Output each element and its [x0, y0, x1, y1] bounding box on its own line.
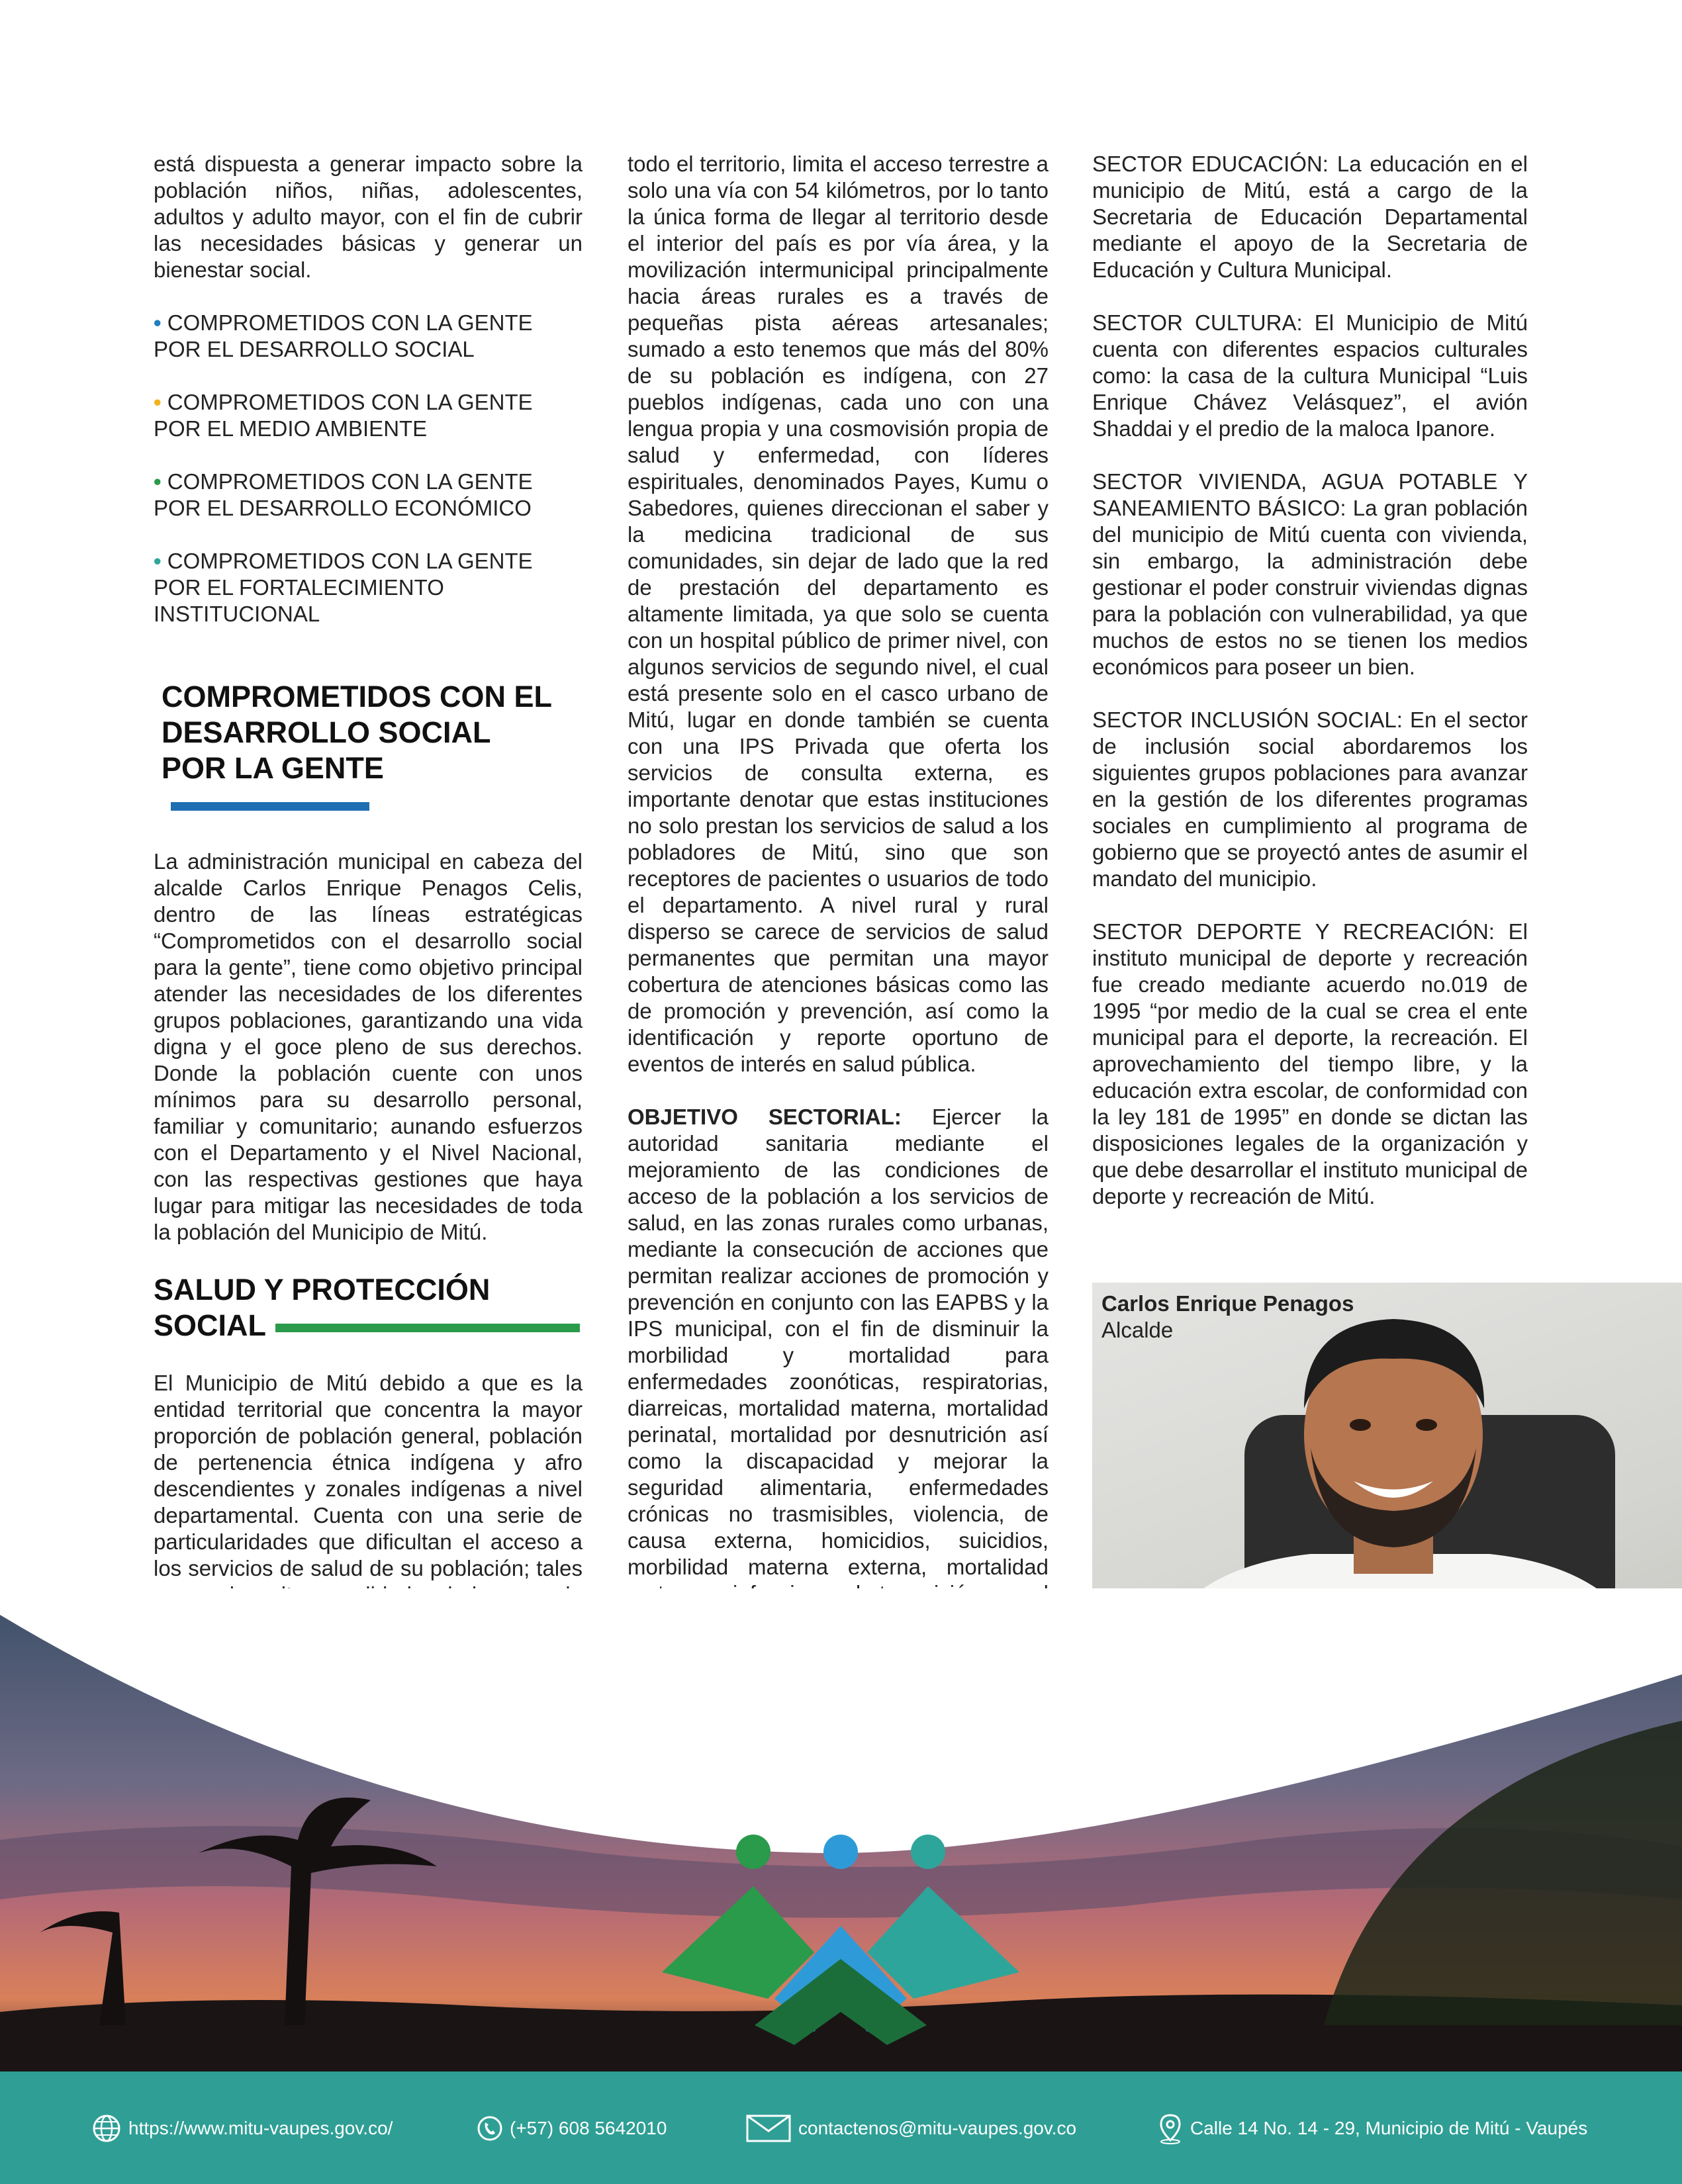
- column-1: [154, 151, 583, 1820]
- section-heading-desarrollo-social: [162, 679, 583, 822]
- footer-email-link[interactable]: contactenos@mitu-vaupes.gov.co: [798, 2118, 1077, 2138]
- footer-phone-text: (+57) 608 5642010: [510, 2118, 667, 2138]
- bullet-text: COMPROMETIDOS CON LA GENTE POR EL MEDIO AMBIENTE: [154, 390, 533, 441]
- caption-role: Alcalde: [1101, 1318, 1174, 1342]
- bullet-item: [154, 310, 583, 363]
- footer-address: [1157, 2113, 1587, 2144]
- heading-bar: [171, 802, 369, 811]
- mail-icon: [745, 2114, 792, 2143]
- heading-line: SOCIAL: [154, 1308, 267, 1342]
- salud-paragraph: El Municipio de Mitú debido a que es la entidad territorial que concentra la mayor proporción de población general, población de pertenencia étnica indígena y afro descendientes y zonales indígenas a nivel departamental. Cuenta con una serie de particularidades que dificultan el acceso a los servicios de salud de su población; tales: [154, 1371, 583, 1580]
- bullet-item: [154, 389, 583, 442]
- heading-bar: [275, 1324, 580, 1332]
- column-3: [1092, 151, 1528, 1236]
- phone-icon: [477, 2115, 503, 2142]
- heading-line: SALUD Y PROTECCIÓN: [154, 1273, 491, 1306]
- objetivo-text: Ejercer la autoridad sanitaria mediante el mejoramiento de las condiciones de acceso de la población a los servicios de salud, en las zonas rurales como urbanas, mediante la consecución de acciones que permitan realizar acciones de promoción y prevención en conjunto con las EAPBS y la IPS municipal, con el fin de disminuir la morbilidad y mortalidad para enfermedades zoonóticas, respiratorias, diarreicas, mortalidad materna, mortalidad perinatal, mortalidad por desnutrición así como la discapacidad y mejorar la seguridad alimentaria, enfermedades crónicas no trasmisibles, violencia, de causa externa, homicidios, suicidios, morbilidad materna externa, mortalidad: [628, 1105, 1049, 1579]
- sector-deporte-paragraph: SECTOR DEPORTE Y RECREACIÓN: El instituto municipal de deporte y recreación fue creado mediante acuerdo no.019 de 1995 “por medio de la cual se crea el ente municipal para el deporte, la recreación. El aprovechamiento del tiempo libre, y la educación extra escolar, de conformidad con la ley 181 de 1995” en donde se dictan las disposiciones legales de la organización y que debe desarrollar el instituto municipal de deporte y recreación de Mitú.: [1092, 919, 1528, 1208]
- footer-bar: [0, 2071, 1682, 2184]
- bullet-item: [154, 548, 583, 627]
- footer-email[interactable]: [745, 2113, 1076, 2144]
- intro-paragraph: está dispuesta a generar impacto sobre la población niños, niñas, adolescentes, adultos y adulto mayor, con el fin de cubrir las necesidades básicas y generar un bienestar social.: [154, 152, 583, 282]
- sector-vivienda-paragraph: SECTOR VIVIENDA, AGUA POTABLE Y SANEAMIENTO BÁSICO: La gran población del municipio de Mitú cuenta con vivienda, sin embargo, la administración debe gestionar el poder construir viviendas dignas para la población con vulnerabilidad, ya que muchos de estos no se tienen los medios económicos para poseer un bien.: [1092, 469, 1528, 679]
- salud-continuation-paragraph: todo el territorio, limita el acceso terrestre a solo una vía con 54 kilómetros, por lo tanto la única forma de llegar al territorio desde el interior del país es por vía área, y la movilización intermunicipal principalmente hacia áreas rurales es a través de pequeñas pista aéreas artesanales; sumado a esto tenemos que más del 80% de su población es indígena, con 27 pueblos indígenas, cada uno con una lengua propia y una cosmovisión propia de salud y enfermedad, con líderes espirituales, denominados Payes, Kumu o Sabedores, quienes direccionan el saber y la medicina tradicional de sus comunidades, sin dejar de lado que la red de prestación del departamento es altamente limitada, ya que solo se cuenta con un hospital público de primer nivel, con algunos servicios de segundo nivel, el cual está presente solo en el casco urbano de Mitú, lugar en donde también se cuenta con una IPS Privada que oferta los servicios de consulta externa, es importante denotar que estas instituciones no solo prestan los servicios de salud a los pobladores de Mitú, sino que son receptores de pacientes o usuarios de todo el departamento. A nivel rural y rural disperso se carece de servicios de salud permanentes que permitan una mayor cobertura de atenciones básicas como las de promoción y prevención, así como la identificación y reporte oportuno de eventos de interés en salud pública.: [628, 152, 1049, 1076]
- section-heading-salud: [154, 1272, 583, 1343]
- heading-line: DESARROLLO SOCIAL: [162, 715, 491, 749]
- desarrollo-social-paragraph: La administración municipal en cabeza del alcalde Carlos Enrique Penagos Celis, dentro de las líneas estratégicas “Comprometidos con el desarrollo social para la gente”, tiene como objetivo principal atender las necesidades de los diferentes grupos poblaciones, garantizando una vida digna y el goce pleno de sus derechos. Donde la población cuente con unos mínimos para su desarrollo personal, familiar y comunitario; aunando esfuerzos con el Departamento y el Nivel Nacional, con las respectivas gestiones que haya lugar para mitigar las necesidades de toda la población del Municipio de Mitú.: [154, 849, 583, 1244]
- footer-address-text: Calle 14 No. 14 - 29, Municipio de Mitú - Vaupés: [1190, 2118, 1588, 2138]
- footer-web[interactable]: [91, 2113, 393, 2144]
- heading-line: COMPROMETIDOS CON EL: [162, 680, 553, 713]
- sector-cultura-paragraph: SECTOR CULTURA: El Municipio de Mitú cuenta con diferentes espacios culturales como: la casa de la cultura Municipal “Luis Enrique Chávez Velásquez”, el avión Shaddai y el predio de la maloca Ipanore.: [1092, 310, 1528, 441]
- bullet-text: COMPROMETIDOS CON LA GENTE POR EL DESARROLLO ECONÓMICO: [154, 469, 533, 520]
- eye-shape: [1350, 1419, 1371, 1431]
- footer-web-link[interactable]: https://www.mitu-vaupes.gov.co/: [128, 2118, 393, 2138]
- caption-name: Carlos Enrique Penagos: [1101, 1291, 1354, 1316]
- heading-line: POR LA GENTE: [162, 751, 384, 785]
- mitu-logo: [655, 1827, 1026, 2052]
- bullet-dot: •: [154, 469, 162, 494]
- column-2: [628, 151, 1049, 1819]
- eye-shape: [1416, 1419, 1437, 1431]
- bullet-dot: •: [154, 549, 162, 573]
- bullet-item: [154, 469, 583, 522]
- bullet-text: COMPROMETIDOS CON LA GENTE POR EL FORTALECIMIENTO INSTITUCIONAL: [154, 549, 533, 626]
- bullet-text: COMPROMETIDOS CON LA GENTE POR EL DESARROLLO SOCIAL: [154, 310, 533, 361]
- bullet-dot: •: [154, 310, 162, 335]
- bullet-dot: •: [154, 390, 162, 414]
- sector-educacion-paragraph: SECTOR EDUCACIÓN: La educación en el municipio de Mitú, está a cargo de la Secretaria de Educación Departamental mediante el apoyo de la Secretaria de Educación y Cultura Municipal.: [1092, 152, 1528, 282]
- sector-inclusion-paragraph: SECTOR INCLUSIÓN SOCIAL: En el sector de inclusión social abordaremos los siguientes grupos poblaciones para avanzar en la gestión de los diferentes programas sociales en cumplimiento al programa de gobierno que se proyectó antes de asumir el mandato del municipio.: [1092, 707, 1528, 891]
- location-pin-icon: [1157, 2113, 1184, 2144]
- photo-caption: [1101, 1291, 1354, 1343]
- objetivo-label: OBJETIVO SECTORIAL:: [628, 1105, 902, 1129]
- footer-phone: [477, 2113, 667, 2144]
- globe-icon: [91, 2113, 122, 2144]
